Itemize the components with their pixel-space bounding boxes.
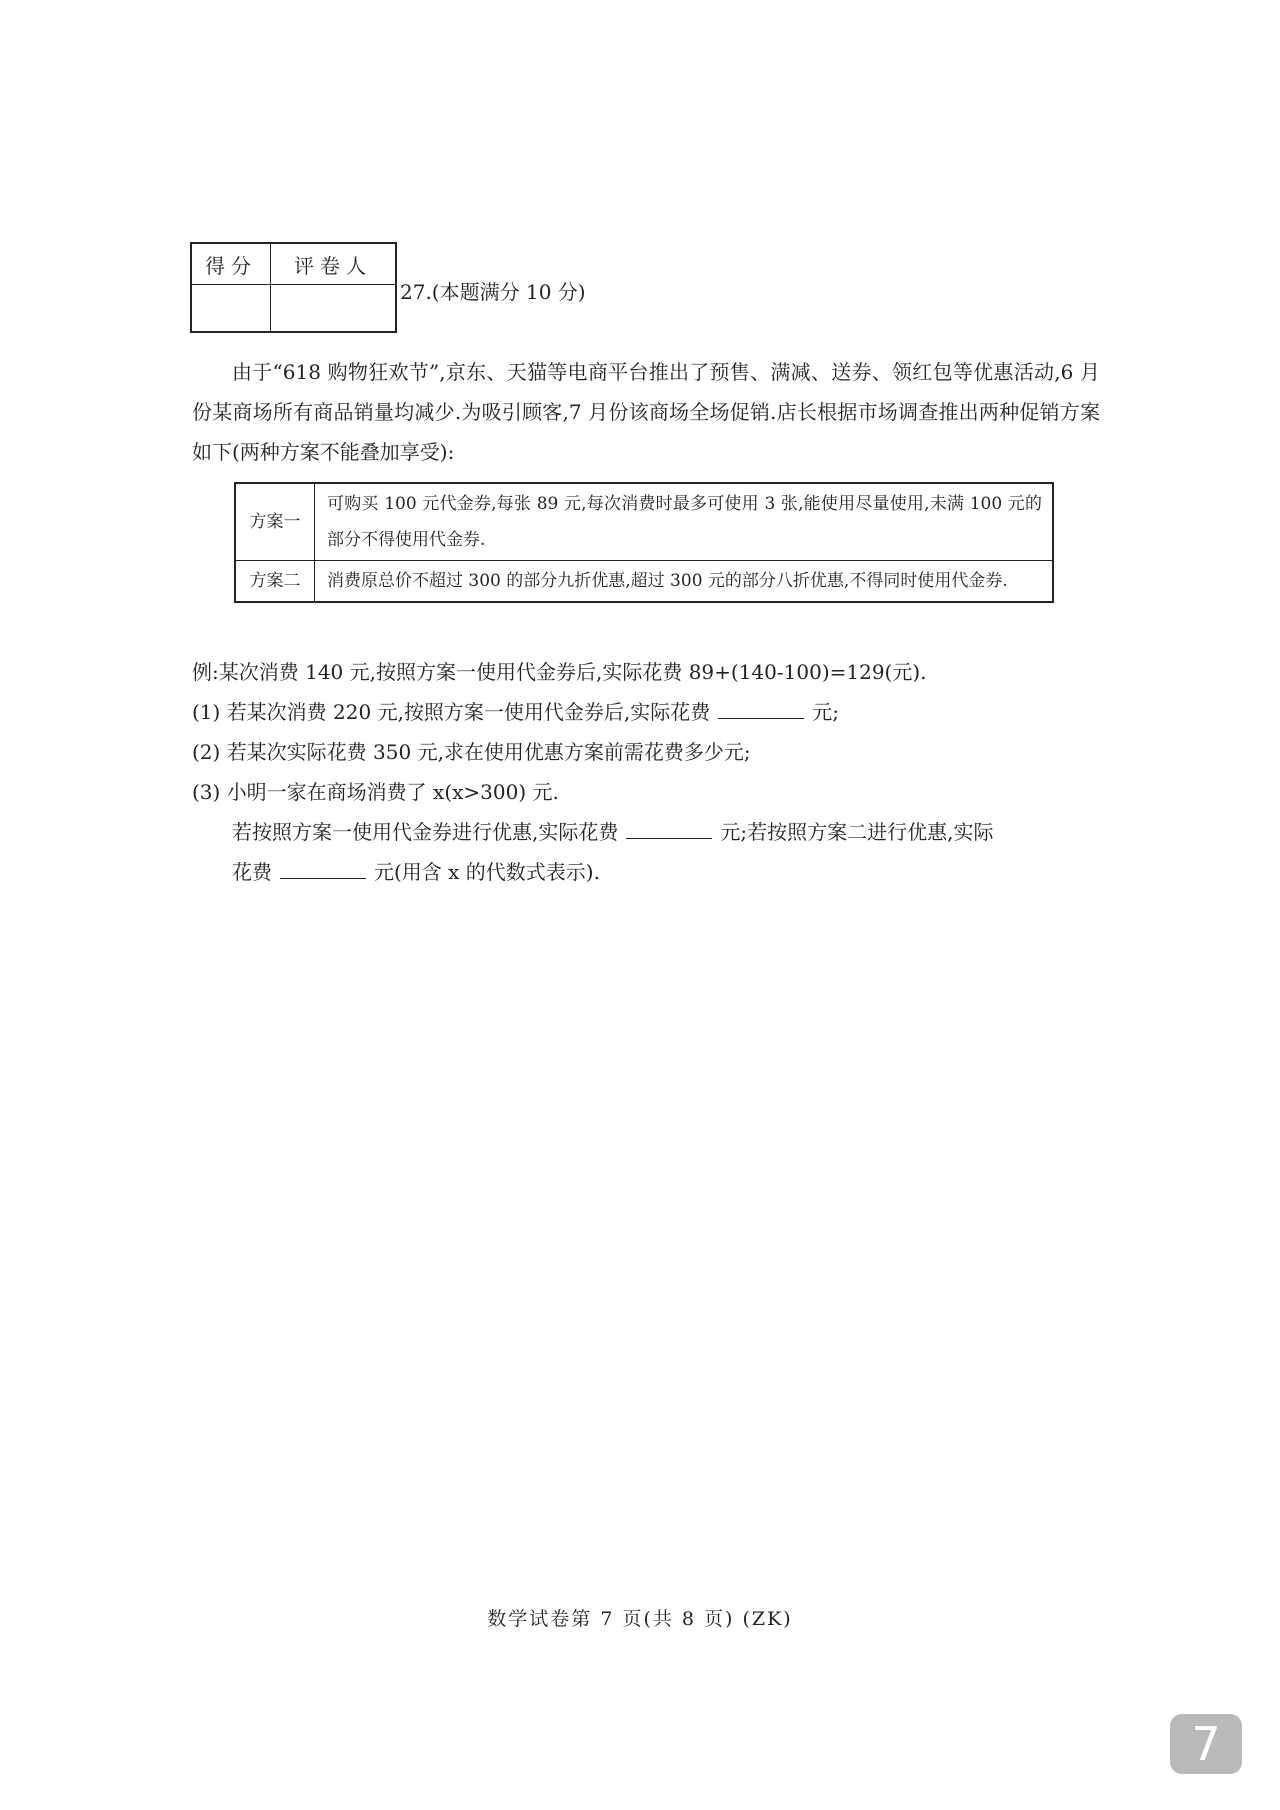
score-cell: [191, 285, 271, 333]
question-intro: 由于“618 购物狂欢节”,京东、天猫等电商平台推出了预售、满减、送券、领红包等优惠活动,6 月份某商场所有商品销量均减少.为吸引顾客,7 月份该商场全场促销.店长根据市场调查推出两种促销方案如下(两种方案不能叠加享受):: [192, 360, 1100, 464]
q3-text-d: 元(用含 x 的代数式表示).: [374, 860, 600, 884]
sub-question-3: (3) 小明一家在商场消费了 x(x>300) 元.: [192, 780, 559, 804]
answer-blank-1[interactable]: [718, 696, 804, 719]
score-label: 得分: [191, 243, 271, 285]
q3-text-a: 若按照方案一使用代金券进行优惠,实际花费: [232, 820, 619, 844]
grader-label: 评卷人: [271, 243, 397, 285]
q3-text-b: 元;若按照方案二进行优惠,实际: [720, 820, 994, 844]
page-footer: 数学试卷第 7 页(共 8 页) (ZK): [487, 1608, 793, 1630]
sub-question-3-line1: [232, 812, 993, 852]
page-number-badge: 7: [1170, 1714, 1242, 1774]
scheme-table: [234, 482, 1054, 603]
scheme-name: 方案二: [235, 561, 315, 603]
sub-question-1: [192, 692, 839, 732]
scheme-row: [235, 483, 1053, 561]
q1-text: (1) 若某次消费 220 元,按照方案一使用代金券后,实际花费: [192, 700, 711, 724]
example-line: 例:某次消费 140 元,按照方案一使用代金券后,实际花费 89+(140-100)=129(元).: [192, 660, 927, 684]
q1-unit: 元;: [812, 700, 840, 724]
grader-cell: [271, 285, 397, 333]
scheme-row: [235, 561, 1053, 603]
scheme-desc: 消费原总价不超过 300 的部分九折优惠,超过 300 元的部分八折优惠,不得同时使用代金券.: [315, 561, 1054, 603]
scheme-desc: 可购买 100 元代金券,每张 89 元,每次消费时最多可使用 3 张,能使用尽量使用,未满 100 元的部分不得使用代金券.: [315, 483, 1054, 561]
answer-blank-3[interactable]: [280, 856, 366, 879]
answer-blank-2[interactable]: [626, 816, 712, 839]
sub-question-2: (2) 若某次实际花费 350 元,求在使用优惠方案前需花费多少元;: [192, 740, 751, 764]
question-header: 27.(本题满分 10 分): [400, 280, 586, 304]
q3-text-c: 花费: [232, 860, 272, 884]
score-box: [190, 242, 397, 333]
sub-question-3-line2: [232, 852, 600, 892]
scheme-name: 方案一: [235, 483, 315, 561]
